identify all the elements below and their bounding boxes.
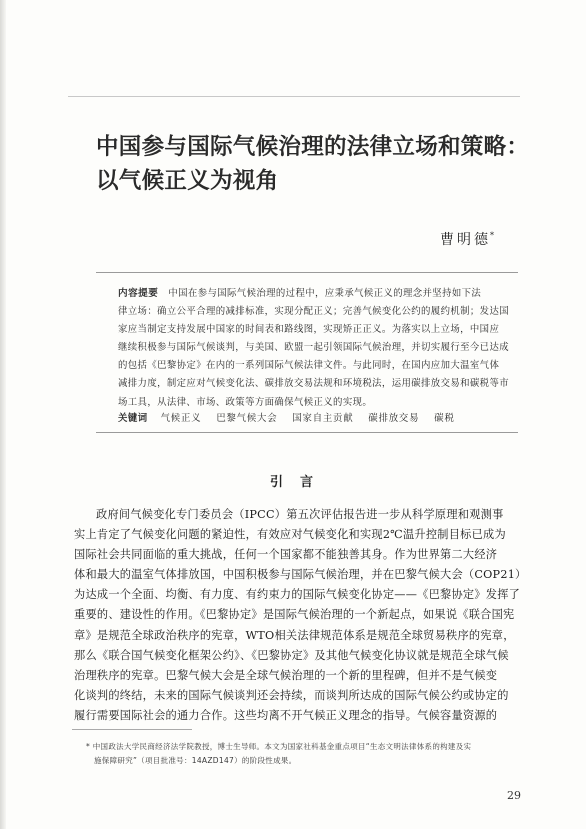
author-byline bbox=[440, 229, 530, 249]
body-line: 化谈判的终结，未来的国际气候谈判还会持续，而谈判所达成的国际气候公约或协定的 bbox=[74, 688, 509, 702]
article-title bbox=[96, 130, 536, 198]
abstract-line: 内容提要 中国在参与国际气候治理的过程中，应秉承气候正义的理念并坚持如下法 bbox=[118, 288, 482, 299]
abstract-bottom-rule bbox=[96, 432, 518, 433]
body-line: 履行需要国际社会的通力合作。这些均离不开气候正义理念的指导。气候容量资源的 bbox=[74, 708, 498, 722]
footnote-rule bbox=[72, 729, 192, 730]
body-line: 章》是规范全球政治秩序的宪章，WTO相关法律规范体系是规范全球贸易秩序的宪章， bbox=[74, 628, 515, 642]
body-line: 实上肯定了气候变化问题的紧迫性，有效应对气候变化和实现2℃温升控制目标已成为 bbox=[74, 528, 506, 542]
footnote-line: 施保障研究”（项目批准号：14AZD147）的阶段性成果。 bbox=[94, 756, 297, 765]
abstract-line: 律立场：确立公平合理的减排标准，实现分配正义；完善气候变化公约的履约机制；发达国 bbox=[118, 306, 510, 318]
scan-edge-shadow bbox=[0, 0, 6, 829]
abstract-top-rule bbox=[96, 272, 518, 273]
footnote-line: * 中国政法大学民商经济法学院教授，博士生导师。本文为国家社科基金重点项目“生态文明法律体系的构建及实 bbox=[86, 742, 472, 751]
keywords-block bbox=[118, 410, 518, 424]
keyword-item: 碳排放交易 bbox=[368, 413, 420, 424]
abstract-block bbox=[118, 285, 518, 412]
keyword-item: 巴黎气候大会 bbox=[216, 413, 278, 424]
footnote bbox=[86, 740, 526, 768]
abstract-line: 家应当制定支持发展中国家的时间表和路线图，实现矫正正义。为落实以上立场，中国应 bbox=[118, 324, 500, 336]
abstract-line: 继续积极参与国际气候谈判，与美国、欧盟一起引领国际气候治理，并切实履行至今已达成 bbox=[118, 342, 510, 354]
abstract-line: 的包括《巴黎协定》在内的一系列国际气候法律文件。与此同时，在国内应加大温室气体 bbox=[118, 360, 500, 372]
keyword-item: 气候正义 bbox=[160, 413, 202, 424]
body-line: 国际社会共同面临的重大挑战，任何一个国家都不能独善其身。作为世界第二大经济 bbox=[74, 548, 498, 562]
abstract-label: 内容提要 bbox=[118, 288, 159, 299]
author-footnote-mark: * bbox=[490, 231, 494, 240]
page-number: 29 bbox=[507, 789, 521, 802]
body-line: 重要的、建设性的作用。《巴黎协定》是国际气候治理的一个新起点，如果说《联合国宪 bbox=[74, 608, 515, 622]
title-line-1: 中国参与国际气候治理的法律立场和策略： bbox=[96, 134, 530, 160]
abstract-line: 减排力度，制定应对气候变化法、碳排放交易法规和环境税法，运用碳排放交易和碳税等市 bbox=[118, 378, 510, 390]
body-line: 体和最大的温室气体排放国，中国积极参与国际气候治理，并在巴黎气候大会（COP21） bbox=[74, 568, 527, 582]
body-line: 那么《联合国气候变化框架公约》、《巴黎协定》及其他气候变化协议就是规范全球气候 bbox=[74, 648, 509, 662]
body-line: 治理秩序的宪章。巴黎气候大会是全球气候治理的一个新的里程碑，但并不是气候变 bbox=[74, 668, 498, 682]
author-name: 曹明德 bbox=[440, 232, 491, 248]
keyword-item: 碳税 bbox=[434, 413, 455, 424]
keywords-label: 关键词 bbox=[118, 413, 148, 424]
body-text bbox=[74, 505, 530, 726]
section-heading: 引言 bbox=[270, 475, 331, 490]
body-line: 政府间气候变化专门委员会（IPCC）第五次评估报告进一步从科学原理和观测事 bbox=[96, 508, 504, 521]
keyword-item: 国家自主贡献 bbox=[292, 413, 354, 424]
body-line: 为达成一个全面、均衡、有力度、有约束力的国际气候变化协定——《巴黎协定》发挥了 bbox=[74, 588, 521, 602]
footnote-marker: * bbox=[86, 742, 91, 751]
abstract-line: 场工具，从法律、市场、政策等方面确保气候正义的实现。 bbox=[118, 396, 373, 408]
header-rule bbox=[68, 96, 520, 97]
title-line-2: 以气候正义为视角 bbox=[96, 168, 279, 194]
